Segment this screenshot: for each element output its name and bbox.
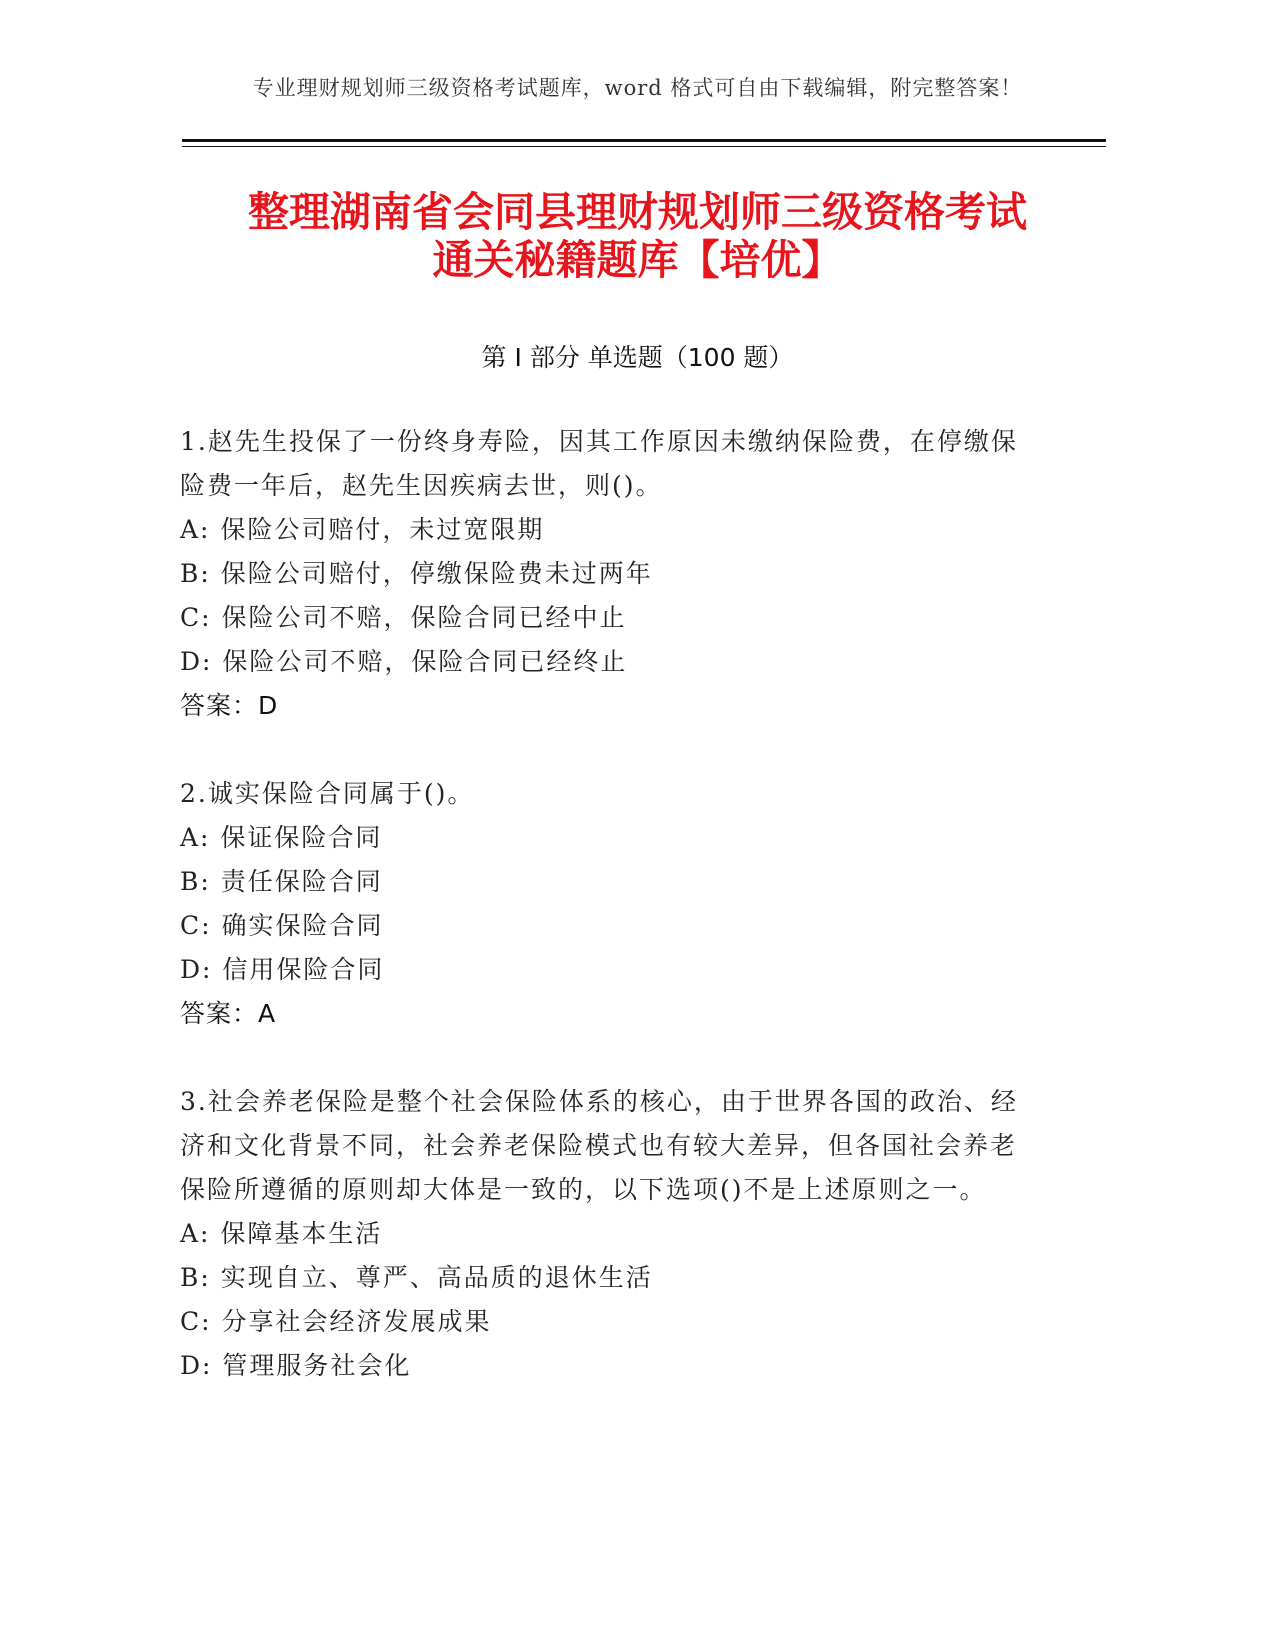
option-b: B: 责任保险合同: [180, 867, 383, 896]
option-a: A: 保险公司赔付，未过宽限期: [180, 515, 545, 544]
question-3: [180, 1080, 1025, 1388]
option-a: A: 保障基本生活: [180, 1219, 383, 1248]
question-stem: 2.诚实保险合同属于()。: [180, 779, 475, 808]
header-note: 专业理财规划师三级资格考试题库，word 格式可自由下载编辑，附完整答案！: [252, 76, 1023, 100]
option-c: C: 确实保险合同: [180, 911, 384, 940]
question-list: [180, 420, 1025, 1388]
document-title: [150, 188, 1125, 284]
question-stem: 1.赵先生投保了一份终身寿险，因其工作原因未缴纳保险费，在停缴保险费一年后，赵先生因疾病去世，则()。: [180, 427, 1018, 500]
option-d: D: 信用保险合同: [180, 955, 385, 984]
option-c: C: 分享社会经济发展成果: [180, 1307, 492, 1336]
answer: 答案：A: [180, 999, 277, 1028]
option-d: D: 保险公司不赔，保险合同已经终止: [180, 647, 628, 676]
option-d: D: 管理服务社会化: [180, 1351, 412, 1380]
title-line-2: 通关秘籍题库【培优】: [432, 236, 843, 284]
option-c: C: 保险公司不赔，保险合同已经中止: [180, 603, 627, 632]
header-rule-thick: [182, 139, 1106, 142]
section-title: 第 I 部分 单选题（100 题）: [481, 343, 794, 372]
header-rule-thin: [182, 146, 1106, 147]
answer: 答案：D: [180, 691, 279, 720]
question-2: [180, 772, 1025, 1036]
option-b: B: 保险公司赔付，停缴保险费未过两年: [180, 559, 653, 588]
option-b: B: 实现自立、尊严、高品质的退休生活: [180, 1263, 653, 1292]
question-1: [180, 420, 1025, 728]
title-line-1: 整理湖南省会同县理财规划师三级资格考试: [248, 188, 1027, 236]
question-stem: 3.社会养老保险是整个社会保险体系的核心，由于世界各国的政治、经济和文化背景不同，社会养老保险模式也有较大差异，但各国社会养老保险所遵循的原则却大体是一致的，以下选项()不是上述原则之一。: [180, 1087, 1018, 1204]
option-a: A: 保证保险合同: [180, 823, 383, 852]
